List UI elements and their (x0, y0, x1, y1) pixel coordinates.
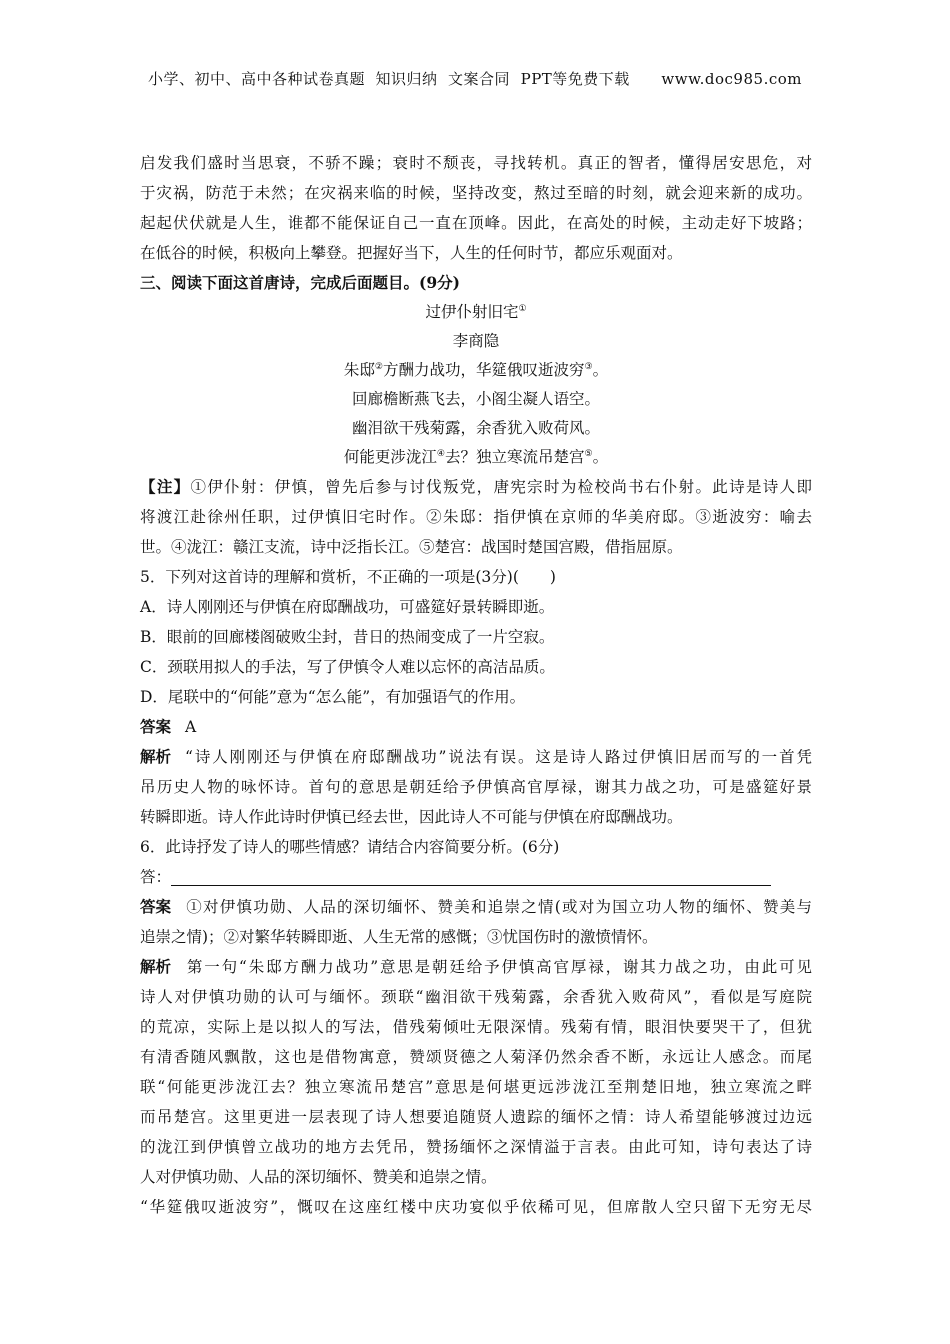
poem-text: 何能更涉泷江 (343, 448, 437, 466)
analysis-line: 人对伊慎功勋、人品的深切缅怀、赞美和追崇之情。 (140, 1168, 497, 1186)
analysis-line (140, 742, 812, 772)
answer-blank-line[interactable] (171, 867, 771, 886)
footnote-marker: ⑤ (584, 448, 593, 459)
poem-text: 朱邸 (343, 361, 375, 379)
option-a: A．诗人刚刚还与伊慎在府邸酬战功，可盛筵好景转瞬即逝。 (140, 598, 555, 616)
section-title: 三、阅读下面这首唐诗，完成后面题目。(9分) (140, 273, 460, 292)
answer-line (140, 892, 812, 922)
analysis-line: 的荒凉，实际上是以拟人的写法，借残菊倾吐无限深情。残菊有情，眼泪快要哭干了，但犹 (140, 1018, 812, 1036)
answer-label: 答案 (140, 897, 172, 916)
intro-line: 起起伏伏就是人生，谁都不能保证自己一直在顶峰。因此，在高处的时候，主动走好下坡路； (140, 214, 812, 232)
answer-blank-label: 答： (140, 868, 172, 886)
intro-paragraph (140, 148, 812, 268)
document-body (140, 148, 812, 1222)
poem-text: 方酬力战功，华筵俄叹逝波穷 (382, 361, 585, 379)
note-line: 世。④泷江：赣江支流，诗中泛指长江。⑤楚宫：战国时楚国宫殿，借指屈原。 (140, 538, 683, 556)
poem-line (140, 356, 812, 385)
intro-line: 启发我们盛时当思衰，不骄不躁；衰时不颓丧，寻找转机。真正的智者，懂得居安思危，对 (140, 154, 812, 172)
poem-author: 李商隐 (452, 332, 500, 350)
poem-text: 去？独立寒流吊楚宫 (444, 448, 585, 466)
answer-blank (140, 862, 812, 892)
analysis-line (140, 952, 812, 982)
question-6 (140, 832, 812, 1222)
poem-title (140, 298, 812, 327)
poem-text: 回廊檐断燕飞去，小阁尘凝人语空。 (351, 390, 600, 408)
footnote-marker: ② (374, 361, 383, 372)
answer-value: A (185, 718, 197, 736)
analysis-line: 有清香随风飘散，这也是借物寓意，赞颂贤德之人菊泽仍然余香不断，永远让人感念。而尾 (140, 1048, 812, 1066)
option-d: D．尾联中的“何能”意为“怎么能”，有加强语气的作用。 (140, 688, 526, 706)
intro-line: 于灾祸，防范于未然；在灾祸来临的时候，坚持改变，熬过至暗的时刻，就会迎来新的成功。 (140, 184, 812, 202)
note-line (140, 472, 812, 502)
poem-line (140, 443, 812, 472)
page-header: 小学、初中、高中各种试卷真题 知识归纳 文案合同 PPT等免费下载 www.doc985.com (147, 70, 802, 88)
analysis-line: 转瞬即逝。诗人作此诗时伊慎已经去世，因此诗人不可能与伊慎在府邸酬战功。 (140, 808, 683, 826)
footnote-marker: ④ (436, 448, 445, 459)
question-stem: 5．下列对这首诗的理解和赏析，不正确的一项是(3分)( ) (140, 568, 556, 586)
answer-label: 答案 (140, 717, 172, 736)
poem-text: 幽泪欲干残菊露，余香犹入败荷风。 (351, 419, 600, 437)
poem (140, 298, 812, 472)
poem-title-text: 过伊仆射旧宅 (425, 303, 519, 321)
poem-line (140, 414, 812, 443)
answer-text: ①对伊慎功勋、人品的深切缅怀、赞美和追崇之情(或对为国立功人物的缅怀、赞美与 (185, 898, 812, 916)
question-5 (140, 562, 812, 832)
intro-line: 在低谷的时候，积极向上攀登。把握好当下，人生的任何时节，都应乐观面对。 (140, 244, 683, 262)
answer (140, 712, 812, 742)
footnote-marker: ① (518, 303, 527, 314)
poem-text: 。 (592, 361, 609, 379)
poem-notes (140, 472, 812, 562)
poem-line (140, 385, 812, 414)
answer-line: 追崇之情)；②对繁华转瞬即逝、人生无常的感慨；③忧国伤时的激愤情怀。 (140, 928, 658, 946)
option-b: B．眼前的回廊楼阁破败尘封，昔日的热闹变成了一片空寂。 (140, 628, 555, 646)
footnote-marker: ③ (584, 361, 593, 372)
note-line: 将渡江赴徐州任职，过伊慎旧宅时作。②朱邸：指伊慎在京师的华美府邸。③逝波穷：喻去 (140, 508, 812, 526)
analysis-line: 而吊楚宫。这里更进一层表现了诗人想要追随贤人遗踪的缅怀之情：诗人希望能够渡过边远 (140, 1108, 812, 1126)
analysis-text: 第一句“朱邸方酬力战功”意思是朝廷给予伊慎高官厚禄，谢其力战之功，由此可见 (185, 958, 812, 976)
analysis-line: 联“何能更涉泷江去？独立寒流吊楚宫”意思是何堪更远涉泷江至荆楚旧地，独立寒流之畔 (140, 1078, 812, 1096)
analysis-label: 解析 (140, 747, 172, 766)
analysis-line: “华筵俄叹逝波穷”，慨叹在这座红楼中庆功宴似乎依稀可见，但席散人空只留下无穷无尽 (140, 1198, 812, 1216)
question-stem: 6．此诗抒发了诗人的哪些情感？请结合内容简要分析。(6分) (140, 838, 560, 856)
analysis-line: 诗人对伊慎功勋的认可与缅怀。颈联“幽泪欲干残菊露，余香犹入败荷风”，看似是写庭院 (140, 988, 812, 1006)
analysis-label: 解析 (140, 957, 172, 976)
analysis-text: “诗人刚刚还与伊慎在府邸酬战功”说法有误。这是诗人路过伊慎旧居而写的一首凭 (185, 748, 812, 766)
option-c: C．颈联用拟人的手法，写了伊慎令人难以忘怀的高洁品质。 (140, 658, 555, 676)
note-text: ①伊仆射：伊慎，曾先后参与讨伐叛党，唐宪宗时为检校尚书右仆射。此诗是诗人即 (190, 478, 812, 496)
analysis-line: 的泷江到伊慎曾立战功的地方去凭吊，赞扬缅怀之深情溢于言表。由此可知，诗句表达了诗 (140, 1138, 812, 1156)
note-label: 【注】 (140, 477, 191, 496)
poem-text: 。 (592, 448, 609, 466)
analysis-line: 吊历史人物的咏怀诗。首句的意思是朝廷给予伊慎高官厚禄，谢其力战之功，可是盛筵好景 (140, 778, 812, 796)
